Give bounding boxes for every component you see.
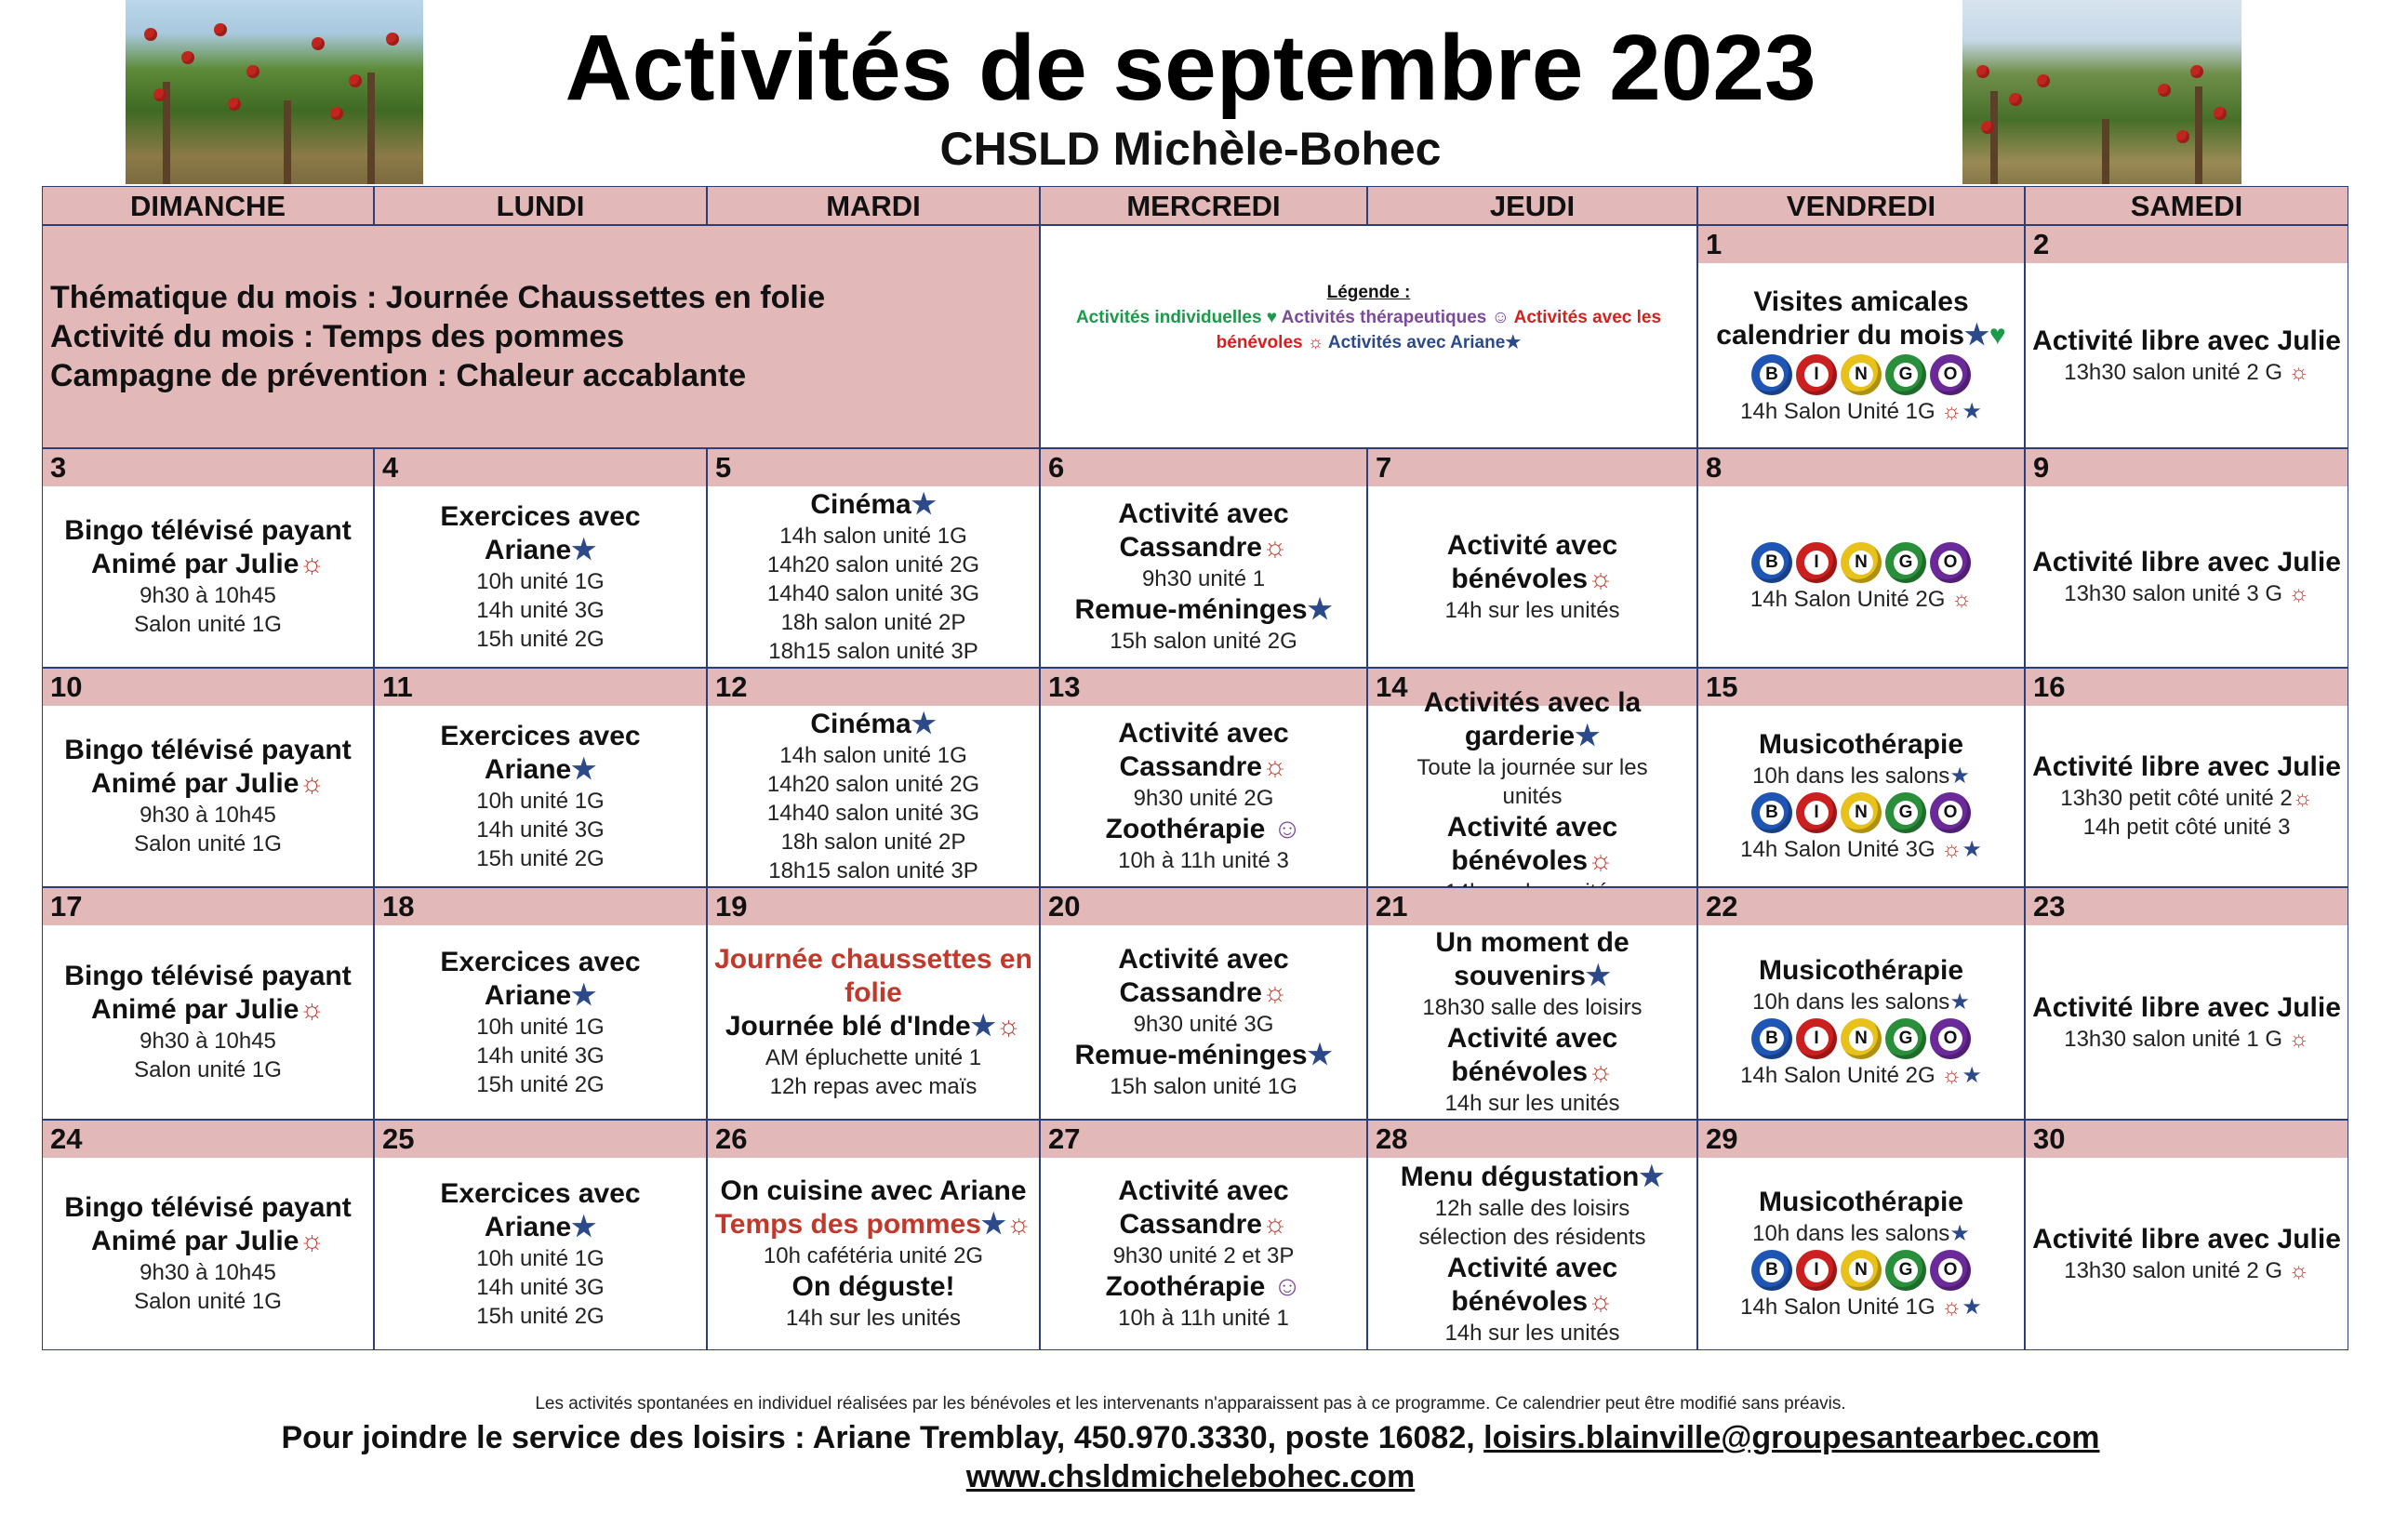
- event-title: Ariane★: [484, 534, 597, 565]
- event-title: Animé par Julie☼: [91, 768, 325, 799]
- legend-therapeutic: Activités thérapeutiques ☺: [1281, 308, 1510, 327]
- event-title: Exercices avec: [440, 1177, 641, 1209]
- event-detail: 9h30 unité 2 et 3P: [1112, 1243, 1295, 1268]
- theme-of-month-panel: [42, 225, 1040, 448]
- bingo-ball-letter: B: [1760, 1027, 1784, 1051]
- event-detail: 12h salle des loisirs: [1434, 1195, 1630, 1221]
- legend-ariane: Activités avec Ariane★: [1327, 333, 1522, 352]
- day-cell-6: [1040, 448, 1367, 668]
- bingo-ball-letter: G: [1894, 551, 1918, 575]
- day-cell-14: [1367, 668, 1697, 887]
- event-title: Bingo télévisé payant: [64, 961, 352, 991]
- event-title: Cassandre☼: [1119, 751, 1288, 782]
- event-title: bénévoles☼: [1451, 1285, 1614, 1317]
- event-title: folie: [845, 977, 902, 1008]
- day-events: [2026, 925, 2348, 1119]
- event-title: Animé par Julie☼: [91, 994, 325, 1025]
- bingo-balls-icon: [1751, 354, 1971, 395]
- day-cell-1: [1697, 225, 2025, 448]
- event-title: On cuisine avec Ariane: [720, 1175, 1027, 1206]
- event-detail: 14h sur les unités: [785, 1306, 962, 1331]
- event-detail: 14h Salon Unité 3G ☼★: [1740, 837, 1982, 862]
- event-title: souvenirs★: [1454, 961, 1611, 991]
- day-cell-17: [42, 887, 374, 1120]
- event-title: Un moment de: [1435, 927, 1629, 958]
- day-cell-13: [1040, 668, 1367, 887]
- day-cell-22: [1697, 887, 2025, 1120]
- event-title: Cinéma★: [810, 708, 937, 739]
- day-events: [43, 486, 373, 667]
- bingo-ball-letter: N: [1849, 363, 1873, 387]
- bingo-ball-letter: O: [1938, 363, 1962, 387]
- day-number: 16: [2026, 669, 2348, 706]
- event-title: Cinéma★: [810, 488, 937, 520]
- bingo-ball-icon: [1796, 792, 1837, 833]
- day-events: [708, 486, 1039, 667]
- event-title: Activité libre avec Julie: [2032, 751, 2341, 782]
- day-events: [708, 706, 1039, 886]
- bingo-ball-letter: I: [1804, 551, 1829, 575]
- bingo-ball-icon: [1841, 1018, 1882, 1059]
- event-detail: 10h à 11h unité 1: [1118, 1306, 1289, 1331]
- day-number: 2: [2026, 226, 2348, 263]
- event-title: Activité libre avec Julie: [2032, 325, 2341, 356]
- event-detail: unités: [1502, 783, 1563, 809]
- event-detail: 9h30 à 10h45: [140, 1029, 276, 1054]
- contact-text: Pour joindre le service des loisirs : Ariane Tremblay, 450.970.3330, poste 16082,: [281, 1420, 1484, 1455]
- event-title: Musicothérapie: [1758, 729, 1964, 760]
- day-events: [1041, 706, 1366, 886]
- bingo-balls-icon: [1751, 1250, 1971, 1291]
- event-detail: 18h salon unité 2P: [780, 609, 966, 635]
- bingo-ball-letter: G: [1894, 1258, 1918, 1282]
- event-detail: 9h30 à 10h45: [140, 1260, 276, 1285]
- event-title: Bingo télévisé payant: [64, 1192, 352, 1223]
- bingo-ball-letter: G: [1894, 1027, 1918, 1051]
- day-events: [1698, 925, 2024, 1119]
- event-title: Bingo télévisé payant: [64, 515, 352, 546]
- event-title: Animé par Julie☼: [91, 1226, 325, 1256]
- bingo-balls-icon: [1751, 542, 1971, 583]
- day-number: 13: [1041, 669, 1366, 706]
- event-detail: 9h30 à 10h45: [140, 803, 276, 828]
- event-detail: 14h salon unité 1G: [779, 523, 967, 549]
- event-detail: 14h unité 3G: [476, 597, 605, 623]
- event-title: Activités avec la: [1423, 686, 1642, 718]
- bingo-ball-icon: [1930, 792, 1971, 833]
- day-number: 17: [43, 888, 373, 925]
- day-events: [1041, 1158, 1366, 1349]
- event-title: Ariane★: [484, 979, 597, 1011]
- day-number: 25: [375, 1121, 706, 1158]
- day-cell-8: [1697, 448, 2025, 668]
- bingo-ball-letter: I: [1804, 363, 1829, 387]
- event-detail: Salon unité 1G: [134, 1289, 282, 1314]
- day-number: 7: [1368, 449, 1696, 486]
- bingo-ball-icon: [1751, 542, 1792, 583]
- bingo-ball-letter: N: [1849, 1258, 1873, 1282]
- bingo-ball-icon: [1930, 1250, 1971, 1291]
- day-header-jeudi: JEUDI: [1367, 186, 1697, 225]
- event-detail: 13h30 salon unité 2 G ☼: [2064, 359, 2309, 385]
- day-events: [375, 706, 706, 886]
- bingo-ball-letter: I: [1804, 801, 1829, 825]
- bingo-ball-letter: O: [1938, 551, 1962, 575]
- day-number: 24: [43, 1121, 373, 1158]
- day-number: 28: [1368, 1121, 1696, 1158]
- day-number: 26: [708, 1121, 1039, 1158]
- day-cell-11: [374, 668, 707, 887]
- event-detail: 14h unité 3G: [476, 1274, 605, 1300]
- event-title: Menu dégustation★: [1400, 1161, 1665, 1192]
- day-events: [1698, 706, 2024, 886]
- event-detail: 14h20 salon unité 2G: [766, 551, 980, 578]
- day-events: [43, 706, 373, 886]
- day-number: 22: [1698, 888, 2024, 925]
- day-cell-28: [1367, 1120, 1697, 1350]
- event-title: Cassandre☼: [1119, 532, 1288, 563]
- event-detail: 10h à 11h unité 3: [1118, 848, 1289, 873]
- day-cell-19: [707, 887, 1040, 1120]
- day-number: 21: [1368, 888, 1696, 925]
- day-cell-5: [707, 448, 1040, 668]
- event-title: Activité libre avec Julie: [2032, 546, 2341, 578]
- event-detail: 9h30 unité 1: [1141, 566, 1266, 591]
- event-detail: sélection des résidents: [1418, 1224, 1646, 1250]
- event-detail: 14h unité 3G: [476, 1042, 605, 1069]
- event-title: Remue-méninges★: [1074, 594, 1333, 625]
- event-title: garderie★: [1464, 720, 1601, 751]
- event-detail: 15h unité 2G: [476, 1071, 605, 1097]
- event-title: Remue-méninges★: [1074, 1040, 1333, 1070]
- day-events: [375, 486, 706, 667]
- event-detail: 15h unité 2G: [476, 626, 605, 652]
- event-detail: 14h40 salon unité 3G: [766, 580, 980, 606]
- event-title: Zoothérapie ☺: [1105, 1271, 1302, 1302]
- bingo-ball-icon: [1885, 1018, 1926, 1059]
- bingo-ball-letter: B: [1760, 363, 1784, 387]
- bingo-ball-icon: [1885, 542, 1926, 583]
- event-detail: 15h unité 2G: [476, 845, 605, 871]
- event-title: Activité avec: [1446, 1023, 1618, 1054]
- day-events: [708, 925, 1039, 1119]
- event-detail: 14h Salon Unité 2G ☼: [1749, 586, 1973, 612]
- event-detail: 18h30 salle des loisirs: [1422, 995, 1643, 1020]
- event-detail: 10h dans les salons★: [1752, 989, 1970, 1015]
- bingo-ball-icon: [1751, 1018, 1792, 1059]
- day-cell-23: [2025, 887, 2348, 1120]
- event-detail: 14h20 salon unité 2G: [766, 771, 980, 797]
- event-detail: 14h Salon Unité 1G ☼★: [1740, 398, 1982, 424]
- day-header-lundi: LUNDI: [374, 186, 707, 225]
- bingo-ball-letter: O: [1938, 801, 1962, 825]
- event-detail: 15h unité 2G: [476, 1303, 605, 1329]
- day-events: [43, 1158, 373, 1349]
- event-title: Zoothérapie ☺: [1105, 814, 1302, 844]
- event-detail: 13h30 petit côté unité 2☼: [2060, 786, 2313, 811]
- page-subtitle: CHSLD Michèle-Bohec: [939, 123, 1442, 175]
- day-header-mardi: MARDI: [707, 186, 1040, 225]
- bingo-ball-letter: I: [1804, 1027, 1829, 1051]
- day-number: 12: [708, 669, 1039, 706]
- day-events: [43, 925, 373, 1119]
- day-cell-16: [2025, 668, 2348, 887]
- day-number: 6: [1041, 449, 1366, 486]
- day-header-dimanche: DIMANCHE: [42, 186, 374, 225]
- bingo-ball-icon: [1930, 1018, 1971, 1059]
- event-detail: 15h salon unité 1G: [1110, 1074, 1297, 1099]
- event-detail: 10h dans les salons★: [1752, 1221, 1970, 1246]
- event-detail: 13h30 salon unité 2 G ☼: [2064, 1257, 2309, 1283]
- day-events: [2026, 706, 2348, 886]
- event-title: On déguste!: [791, 1271, 955, 1302]
- event-detail: Toute la journée sur les: [1417, 754, 1648, 780]
- event-title: calendrier du mois★♥: [1716, 319, 2006, 351]
- event-detail: 15h salon unité 2G: [1110, 629, 1297, 654]
- day-events: [708, 1158, 1039, 1349]
- event-detail: Salon unité 1G: [134, 1057, 282, 1082]
- bingo-ball-letter: O: [1938, 1027, 1962, 1051]
- day-events: [1041, 486, 1366, 667]
- event-title: Musicothérapie: [1758, 1187, 1964, 1217]
- event-title: Activité libre avec Julie: [2032, 991, 2341, 1023]
- bingo-ball-icon: [1885, 354, 1926, 395]
- bingo-ball-letter: G: [1894, 363, 1918, 387]
- bingo-ball-icon: [1930, 354, 1971, 395]
- bingo-balls-icon: [1751, 792, 1971, 833]
- prevention-campaign-line: Campagne de prévention : Chaleur accablante: [50, 358, 747, 393]
- event-detail: 9h30 unité 3G: [1133, 1012, 1274, 1037]
- bingo-ball-letter: I: [1804, 1258, 1829, 1282]
- day-events: [375, 1158, 706, 1349]
- day-number: 1: [1698, 226, 2024, 263]
- day-number: 30: [2026, 1121, 2348, 1158]
- day-cell-25: [374, 1120, 707, 1350]
- bingo-ball-letter: B: [1760, 1258, 1784, 1282]
- event-detail: 14h salon unité 1G: [779, 742, 967, 768]
- event-detail: 14h sur les unités: [1444, 1320, 1620, 1346]
- day-number: 5: [708, 449, 1039, 486]
- day-events: [2026, 263, 2348, 447]
- activity-of-month-line: Activité du mois : Temps des pommes: [50, 319, 625, 354]
- bingo-ball-icon: [1841, 354, 1882, 395]
- event-title: Activité avec: [1118, 1175, 1289, 1206]
- day-cell-24: [42, 1120, 374, 1350]
- event-title: Activité avec: [1118, 498, 1289, 529]
- day-events: [2026, 1158, 2348, 1349]
- event-detail: 14h Salon Unité 1G ☼★: [1740, 1294, 1982, 1320]
- event-detail: 10h cafétéria unité 2G: [763, 1243, 984, 1268]
- legend-title: Légende :: [1326, 283, 1411, 302]
- page-title: Activités de septembre 2023: [565, 16, 1816, 120]
- day-cell-7: [1367, 448, 1697, 668]
- bingo-ball-icon: [1885, 1250, 1926, 1291]
- event-title: Exercices avec: [440, 500, 641, 532]
- bingo-ball-icon: [1841, 1250, 1882, 1291]
- legend-volunteers: Activités avec les bénévoles ☼: [1216, 308, 1662, 352]
- bingo-ball-letter: N: [1849, 551, 1873, 575]
- day-cell-27: [1040, 1120, 1367, 1350]
- event-detail: 18h salon unité 2P: [780, 829, 966, 855]
- bingo-ball-icon: [1796, 1250, 1837, 1291]
- legend-items: [1052, 305, 1685, 355]
- day-number: 18: [375, 888, 706, 925]
- calendar-grid: [42, 186, 2348, 1391]
- event-detail: 14h sur les unités: [1444, 597, 1620, 623]
- event-title: Journée chaussettes en: [714, 944, 1032, 975]
- day-cell-20: [1040, 887, 1367, 1120]
- event-title: Ariane★: [484, 1211, 597, 1242]
- event-title: Activité avec: [1118, 944, 1289, 975]
- bingo-balls-icon: [1751, 1018, 1971, 1059]
- day-number: 29: [1698, 1121, 2024, 1158]
- event-title: Activité avec: [1118, 718, 1289, 749]
- event-detail: 10h dans les salons★: [1752, 763, 1970, 789]
- bingo-ball-icon: [1796, 542, 1837, 583]
- event-detail: 10h unité 1G: [476, 1245, 605, 1271]
- day-header-vendredi: VENDREDI: [1697, 186, 2025, 225]
- day-cell-2: [2025, 225, 2348, 448]
- bingo-ball-icon: [1751, 1250, 1792, 1291]
- bingo-ball-letter: B: [1760, 801, 1784, 825]
- event-title: Cassandre☼: [1119, 1209, 1288, 1240]
- day-events: [1698, 263, 2024, 447]
- contact-email-link[interactable]: loisirs.blainville@groupesantearbec.com: [1483, 1420, 2100, 1455]
- legend-individual: Activités individuelles ♥: [1075, 308, 1278, 327]
- day-events: [1041, 925, 1366, 1119]
- event-title: Activité avec: [1446, 529, 1618, 561]
- event-title: Animé par Julie☼: [91, 549, 325, 579]
- day-number: 14: [1368, 669, 1696, 706]
- event-detail: 14h Salon Unité 2G ☼★: [1740, 1063, 1982, 1088]
- day-number: 4: [375, 449, 706, 486]
- day-cell-30: [2025, 1120, 2348, 1350]
- event-detail: 18h15 salon unité 3P: [768, 638, 978, 664]
- bingo-ball-icon: [1841, 542, 1882, 583]
- day-number: 10: [43, 669, 373, 706]
- day-number: 11: [375, 669, 706, 706]
- event-detail: 14h40 salon unité 3G: [766, 800, 980, 826]
- bingo-ball-letter: O: [1938, 1258, 1962, 1282]
- event-title: Journée blé d'Inde★☼: [725, 1011, 1022, 1042]
- day-events: [1368, 1158, 1696, 1349]
- day-number: 23: [2026, 888, 2348, 925]
- bingo-ball-letter: G: [1894, 801, 1918, 825]
- bingo-ball-icon: [1841, 792, 1882, 833]
- event-title: bénévoles☼: [1451, 1056, 1614, 1087]
- day-cell-29: [1697, 1120, 2025, 1350]
- event-detail: 10h unité 1G: [476, 1014, 605, 1040]
- bingo-ball-icon: [1751, 792, 1792, 833]
- theme-line: Thématique du mois : Journée Chaussettes en folie: [50, 280, 826, 315]
- event-detail: 14h unité 3G: [476, 816, 605, 843]
- bingo-ball-letter: N: [1849, 1027, 1873, 1051]
- event-title: Exercices avec: [440, 720, 641, 751]
- event-title: Activité avec: [1446, 1252, 1618, 1283]
- event-title: Activité avec: [1446, 811, 1618, 843]
- footer-disclaimer: Les activités spontanées en individuel réalisées par les bénévoles et les intervenants n'apparaissent pas à ce programme. Ce calendrier peut être modifié sans préavis.: [535, 1394, 1846, 1414]
- footer-contact: [0, 1417, 2381, 1458]
- day-header-mercredi: MERCREDI: [1040, 186, 1367, 225]
- event-detail: 13h30 salon unité 3 G ☼: [2064, 580, 2309, 606]
- day-number: 8: [1698, 449, 2024, 486]
- bingo-ball-letter: N: [1849, 801, 1873, 825]
- day-events: [375, 925, 706, 1119]
- day-cell-9: [2025, 448, 2348, 668]
- event-detail: AM épluchette unité 1: [765, 1045, 982, 1070]
- day-cell-21: [1367, 887, 1697, 1120]
- event-detail: 14h sur les unités: [1444, 1091, 1620, 1116]
- website-link[interactable]: www.chsldmichelebohec.com: [965, 1459, 1416, 1494]
- bingo-ball-icon: [1930, 542, 1971, 583]
- day-events: [1368, 925, 1696, 1119]
- event-title: Ariane★: [484, 753, 597, 785]
- day-events: [1698, 486, 2024, 667]
- event-title: Bingo télévisé payant: [64, 735, 352, 765]
- bingo-ball-icon: [1796, 1018, 1837, 1059]
- event-detail: 14h petit côté unité 3: [2082, 815, 2291, 840]
- day-cell-3: [42, 448, 374, 668]
- event-title: Cassandre☼: [1119, 977, 1288, 1008]
- day-number: 15: [1698, 669, 2024, 706]
- event-detail: 12h repas avec maïs: [769, 1074, 978, 1099]
- event-detail: 9h30 unité 2G: [1133, 786, 1274, 811]
- day-cell-12: [707, 668, 1040, 887]
- day-events: [1368, 486, 1696, 667]
- day-number: 20: [1041, 888, 1366, 925]
- event-title: Exercices avec: [440, 946, 641, 977]
- day-events: [1698, 1158, 2024, 1349]
- event-detail: 18h15 salon unité 3P: [768, 857, 978, 883]
- event-title: bénévoles☼: [1451, 844, 1614, 876]
- event-detail: 9h30 à 10h45: [140, 583, 276, 608]
- day-cell-4: [374, 448, 707, 668]
- event-title: Musicothérapie: [1758, 955, 1964, 986]
- legend-panel: [1040, 225, 1697, 448]
- event-title: Activité libre avec Julie: [2032, 1223, 2341, 1255]
- event-detail: 10h unité 1G: [476, 568, 605, 594]
- day-number: 3: [43, 449, 373, 486]
- day-cell-18: [374, 887, 707, 1120]
- day-events: [2026, 486, 2348, 667]
- day-header-samedi: SAMEDI: [2025, 186, 2348, 225]
- day-cell-15: [1697, 668, 2025, 887]
- event-title: Temps des pommes★☼: [714, 1209, 1032, 1240]
- day-number: 9: [2026, 449, 2348, 486]
- day-number: 19: [708, 888, 1039, 925]
- day-cell-10: [42, 668, 374, 887]
- bingo-ball-icon: [1751, 354, 1792, 395]
- event-detail: 13h30 salon unité 1 G ☼: [2064, 1026, 2309, 1052]
- event-detail: 10h unité 1G: [476, 788, 605, 814]
- event-detail: Salon unité 1G: [134, 612, 282, 637]
- bingo-ball-icon: [1885, 792, 1926, 833]
- day-number: 27: [1041, 1121, 1366, 1158]
- event-title: bénévoles☼: [1451, 563, 1614, 594]
- day-cell-26: [707, 1120, 1040, 1350]
- event-title: Visites amicales: [1753, 285, 1969, 317]
- bingo-ball-letter: B: [1760, 551, 1784, 575]
- bingo-ball-icon: [1796, 354, 1837, 395]
- event-detail: Salon unité 1G: [134, 831, 282, 856]
